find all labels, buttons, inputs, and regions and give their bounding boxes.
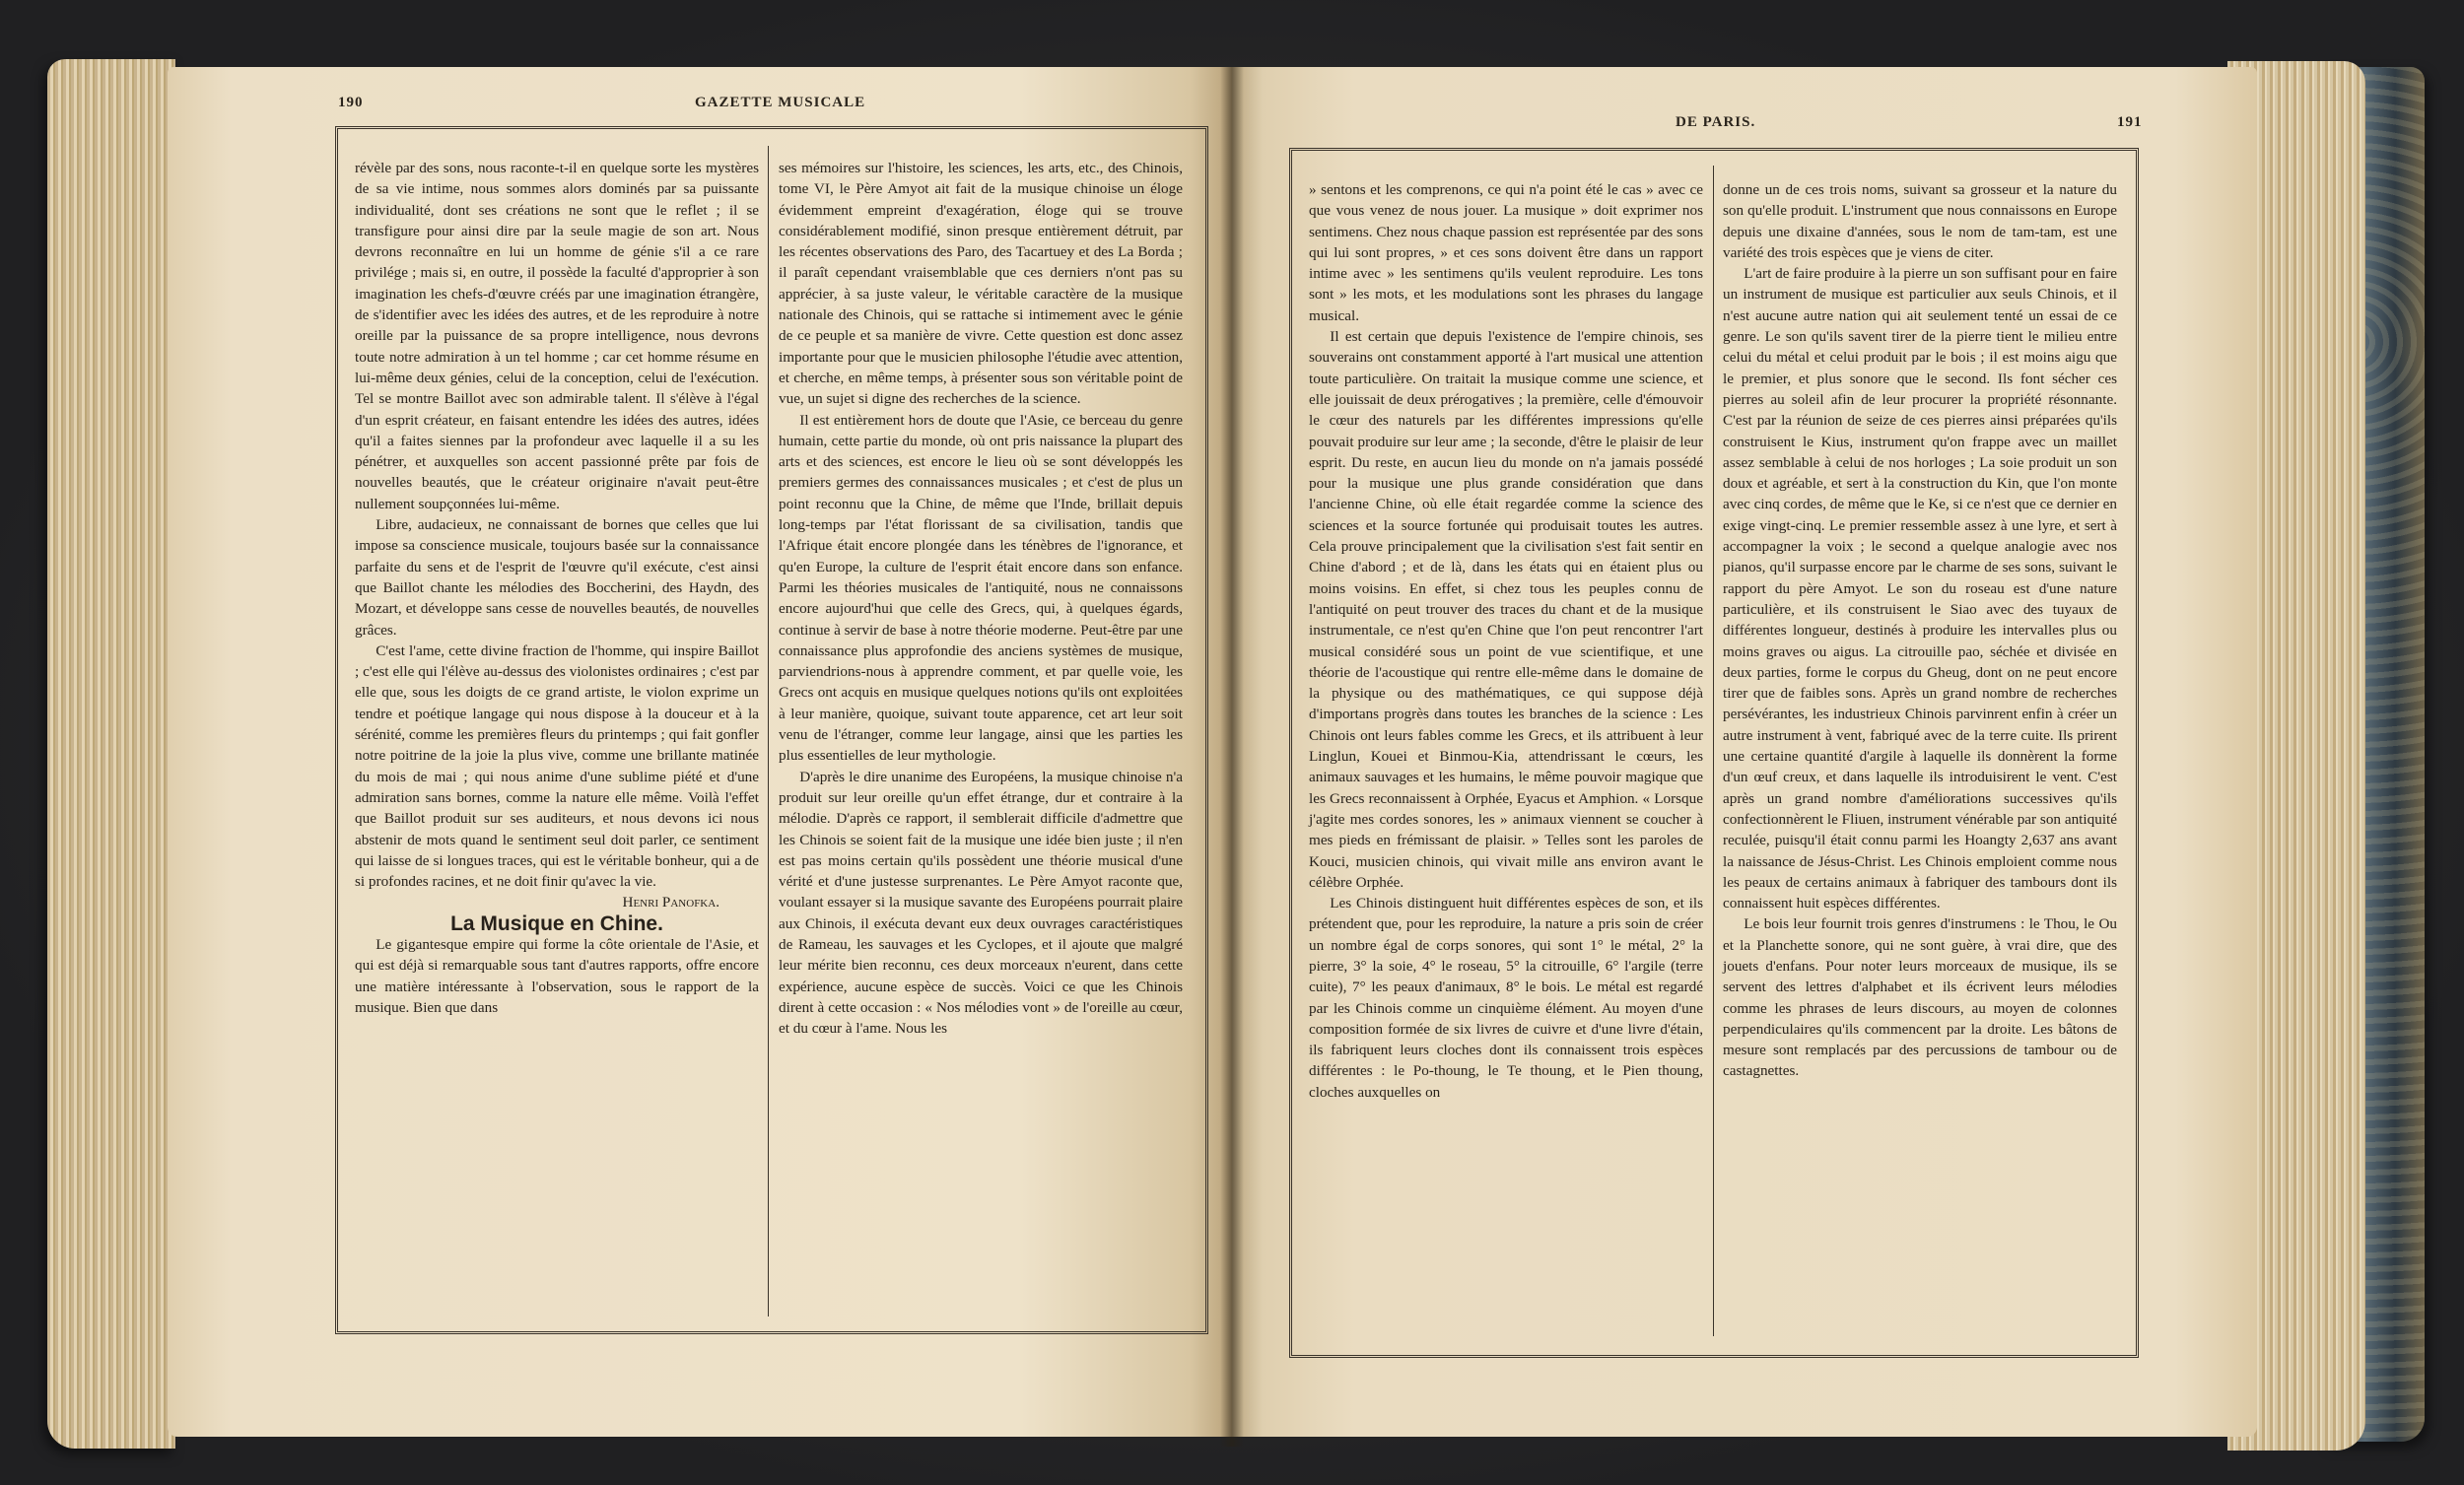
right-page-number: 191 — [2117, 114, 2143, 130]
paragraph: » sentons et les comprenons, ce qui n'a point été le cas » avec ce que vous venez de nous jouer. La musique » doit exprimer nos sentimens. Chez nous chaque passion est représentée par des sons qui lui sont propres, » et ces sons doivent être dans un rapport intime avec » les sentimens qu'ils veulent reproduire. Les tons sont » les mots, et les modulations sont les phrases du langage musical. — [1309, 181, 1703, 324]
left-page-stack — [47, 59, 175, 1449]
book-gutter — [1220, 67, 1244, 1447]
left-column-2 — [779, 158, 1183, 1039]
paragraph: L'art de faire produire à la pierre un son suffisant pour en faire un instrument de musique est particulier aux seuls Chinois, et il n'est aucune autre nation qui ait seulement tenté un essai de ce genre. Le son qu'ils savent tirer de la pierre tient le milieu entre celui du métal et celui produit par le bois ; il est moins aigu que le premier, et plus sonore que le second. Ils font sécher ces pierres au soleil afin de leur procurer la propriété résonnante. C'est par la réunion de seize de ces pierres ainsi préparées qu'ils construisent le Kius, instrument qu'on frappe avec un maillet assez semblable à celui de nos horloges ; La soie produit un son doux et agréable, et sert à la construction du Kin, que l'on monte avec cinq cordes, de même que le Ke, si ce n'est que ce dernier en exige vingt-cinq. Le premier ressemble assez à une lyre, et sert à accompagner la voix ; le second a quelque analogie avec nos pianos, qu'il surpasse encore par le charme de ses sons, suivant le rapport du père Amyot. Le son du roseau est d'une nature particulière, et ils construisent le Siao avec des tuyaux de différentes longueur, destinés à produire les intervalles plus ou moins graves ou aigus. La citrouille pao, séchée et divisée en deux parties, forme le corpus du Gheug, dont on ne peut encore tirer que de faibles sons. Après un grand nombre de recherches persévérantes, les industrieux Chinois parvinrent enfin à créer un autre instrument à vent, fabriqué avec de la terre cuite. Ils prirent une certaine quantité d'argile à laquelle ils donnèrent la forme d'un œuf creux, et dans laquelle ils introduisirent le vent. C'est après un grand nombre d'améliorations successives qu'ils confectionnèrent le Fliuen, instrument vénérable par son antiquité reculée, puisqu'il était connu parmi les Hoangty 2,637 ans avant la naissance de Jésus-Christ. Les Chinois emploient comme nous les peaux de certains animaux à fabriquer des tambours dont ils connaissent huit espèces différentes. — [1723, 265, 2117, 912]
right-column-2 — [1723, 179, 2117, 1082]
left-column-1 — [355, 158, 759, 1018]
paragraph: Le gigantesque empire qui forme la côte orientale de l'Asie, et qui est déjà si remarquable sous tant d'autres rapports, offre encore une matière intéressante à l'observation, sous le rapport de la musique. Bien que dans — [355, 935, 759, 1016]
right-column-1 — [1309, 179, 1703, 1103]
paragraph: révèle par des sons, nous raconte-t-il en quelque sorte les mystères de sa vie intime, nous sommes alors dominés par sa puissante individualité, dont ses créations ne sont que le reflet ; il se transfigure pour ainsi dire par la seule magie de son art. Nous devrons reconnaître en lui un homme de génie s'il a ce rare privilége ; mais si, en outre, il possède la faculté d'approprier à son imagination les chefs-d'œuvre créés par une imagination étrangère, de s'identifier avec les idées des autres, et de les reproduire à notre oreille par la puissance de sa propre intelligence, nous devrons toute notre admiration à un tel homme ; car cet homme résume en lui-même deux génies, celui de la conception, celui de l'exécution. Tel se montre Baillot avec son admirable talent. Il s'élève à l'égal d'un esprit créateur, en faisant entendre les idées des autres, idées qu'il a faites siennes par la profondeur avec laquelle il a su les pénétrer, et auxquelles son accent passionné prête par fois de nouvelles beautés, que le créateur originaire n'avait peut-être nullement soupçonnées lui-même. — [355, 160, 759, 512]
author-signature: Henri Panofka. — [622, 894, 719, 911]
right-running-head: DE PARIS. — [1676, 114, 1756, 130]
paragraph: D'après le dire unanime des Européens, la musique chinoise n'a produit sur leur oreille qu'un effet étrange, dur et contraire à la mélodie. D'après ce rapport, il semblerait difficile d'admettre que les Chinois se soient fait de la musique une idée bien juste ; il n'en est pas moins certain qu'ils possèdent une théorie musical d'une vérité et d'une justesse surprenantes. Le Père Amyot raconte que, voulant essayer si la musique savante des Européens pourrait plaire aux Chinois, il exécuta devant eux deux ouvrages caractéristiques de Rameau, les sauvages et les Cyclopes, et il ajoute que malgré leur mérite bien reconnu, ces deux morceaux n'eurent, dans cette expérience, aucune espèce de succès. Voici ce que les Chinois dirent à cette occasion : « Nos mélodies vont » de l'oreille au cœur, et du cœur à l'ame. Nous les — [779, 768, 1183, 1038]
paragraph: Les Chinois distinguent huit différentes espèces de son, et ils prétendent que, pour les reproduire, la nature a pris soin de créer un nombre égal de corps sonores, qui sont 1° le métal, 2° la pierre, 3° la soie, 4° le roseau, 5° la citrouille, 6° l'argile (terre cuite), 7° les peaux d'animaux, 8° le bois. Le métal est regardé par les Chinois comme un cinquième élément. Au moyen d'une composition formée de six livres de cuivre et d'une livre d'étain, ils fabriquent leurs cloches dont ils connaissent trois espèces différentes : le Po-thoung, le Te thoung, et le Pien thoung, cloches auxquelles on — [1309, 895, 1703, 1101]
paragraph: Le bois leur fournit trois genres d'instrumens : le Thou, le Ou et la Planchette sonore, qui ne sont guère, à vrai dire, que des jouets d'enfans. Pour noter leurs morceaux de musique, ils se servent des lettres d'alphabet et ils écrivent leurs mélodies comme les phrases de leurs discours, au moyen de colonnes perpendiculaires qu'ils commencent par la droite. Les bâtons de mesure sont remplacés par des percussions de tambour ou de castagnettes. — [1723, 915, 2117, 1080]
article-title: La Musique en Chine. — [450, 911, 663, 935]
paragraph: donne un de ces trois noms, suivant sa grosseur et la nature du son qu'elle produit. L'instrument que nous connaissons en Europe depuis une dixaine d'années, sous le nom de tam-tam, est une variété des trois espèces que je viens de citer. — [1723, 181, 2117, 261]
left-page-number: 190 — [338, 95, 364, 110]
right-column-rule — [1713, 166, 1714, 1336]
paragraph: Il est entièrement hors de doute que l'Asie, ce berceau du genre humain, cette partie du monde, où ont pris naissance la plupart des arts et des sciences, est encore le lieu où se sont développés les premiers germes des connaissances musicales ; et c'est de plus un point reconnu que la Chine, de même que l'Inde, brillait depuis long-temps par l'état florissant de sa civilisation, tandis que l'Afrique était encore plongée dans les ténèbres de l'ignorance, et qu'en Europe, la culture de l'esprit était encore dans son enfance. Parmi les théories musicales de l'antiquité, nous ne connaissons encore aujourd'hui que celle des Grecs, qui, à quelques égards, continue à servir de base à notre théorie moderne. Peut-être par une connaissance plus approfondie des anciens systèmes de musique, parviendrions-nous à apprendre comment, et par quelle voie, les Grecs ont acquis en musique quelques notions qu'ils ont exploitées à leur manière, quoique, suivant toute apparence, cet art leur soit venu de l'étranger, comme leur langage, ainsi que les parties les plus essentielles de leur mythologie. — [779, 411, 1183, 765]
paragraph: C'est l'ame, cette divine fraction de l'homme, qui inspire Baillot ; c'est elle qui l'élève au-dessus des violonistes ordinaires ; c'est par elle que, sous les doigts de ce grand artiste, le violon exprime un tendre et poétique langage qui nous dispose à la douceur et à la sérénité, comme les premières fleurs du printemps ; qui fait gonfler notre poitrine de la joie la plus vive, comme une brillante matinée du mois de mai ; qui nous anime d'une sublime piété et d'une admiration sans bornes, comme la nature elle même. Voilà l'effet que Baillot produit sur ses auditeurs, et nous devons ici nous abstenir de mots quand le sentiment seul doit parler, ce sentiment qui laisse de si longues traces, qui est le véritable bonheur, qui a de si profondes racines, et ne doit finir qu'avec la vie. — [355, 641, 759, 891]
paragraph: Il est certain que depuis l'existence de l'empire chinois, ses souverains ont constamment apporté à l'art musical une attention toute particulière. On traitait la musique comme une science, et elle jouissait de deux prérogatives ; la première, celle d'émouvoir le cœur des naturels par les différentes impressions qu'elle pouvait produire sur leur ame ; la seconde, d'être le plaisir de leur esprit. Du reste, en aucun lieu du monde on n'a jamais possédé pour la musique une plus grande considération que dans l'ancienne Chine, où elle était regardée comme la science des sciences et la source fortunée qui produisait toutes les autres. Cela prouve principalement que la civilisation s'est fait sentir en Chine d'abord ; et de là, dans les états qui en étaient plus ou moins voisins. En effet, si chez tous les peuples connu de l'antiquité on peut trouver des traces du chant et de la musique instrumentale, ce n'est qu'en Chine que l'on peut rencontrer l'art musical considéré sous un point de vue scientifique, et une théorie de l'acoustique qui rentre elle-même dans le domaine de la physique ou des mathématiques, ce qui suppose déjà d'importans progrès dans toutes les branches de la science : Les Chinois ont leurs fables comme les Grecs, et ils attribuent à leur Linglun, Kouei et Binmou-Kia, attendrissant le cœurs, les animaux sauvages et les humains, le même pouvoir magique que les Grecs reconnaissent à Orphée, Eyacus et Amphion. « Lorsque j'agite mes cordes sonores, les » animaux viennent se coucher à mes pieds en frémissant de plaisir. » Telles sont les paroles de Kouci, musicien chinois, qui vivait mille ans environ avant le célèbre Orphée. — [1309, 328, 1703, 891]
left-column-rule — [768, 146, 769, 1316]
left-running-head: GAZETTE MUSICALE — [695, 95, 866, 110]
paragraph: Libre, audacieux, ne connaissant de bornes que celles que lui impose sa conscience musicale, toujours basée sur la connaissance parfaite du sens et de l'esprit de l'œuvre qu'il exécute, c'est ainsi que Baillot chante les mélodies des Boccherini, des Haydn, des Mozart, et développe sans cesse de nouvelles beautés, de nouvelles grâces. — [355, 516, 759, 639]
paragraph: ses mémoires sur l'histoire, les sciences, les arts, etc., des Chinois, tome VI, le Père Amyot ait fait de la musique chinoise un éloge évidemment empreint d'exagération, éloge qui se trouve considérablement modifié, sinon presque entièrement détruit, par les récentes observations des Paro, des Tacartuey et des La Borda ; il paraît cependant vraisemblable que ces derniers n'ont pas su apprécier, à sa juste valeur, le véritable caractère de la musique nationale des Chinois, qui se rattache si intimement avec le génie de ce peuple et sa manière de vivre. Cette question est donc assez importante pour que le musicien philosophe l'étudie avec attention, et cherche, en même temps, à présenter sous son véritable point de vue, un sujet si digne des recherches de la science. — [779, 160, 1183, 408]
